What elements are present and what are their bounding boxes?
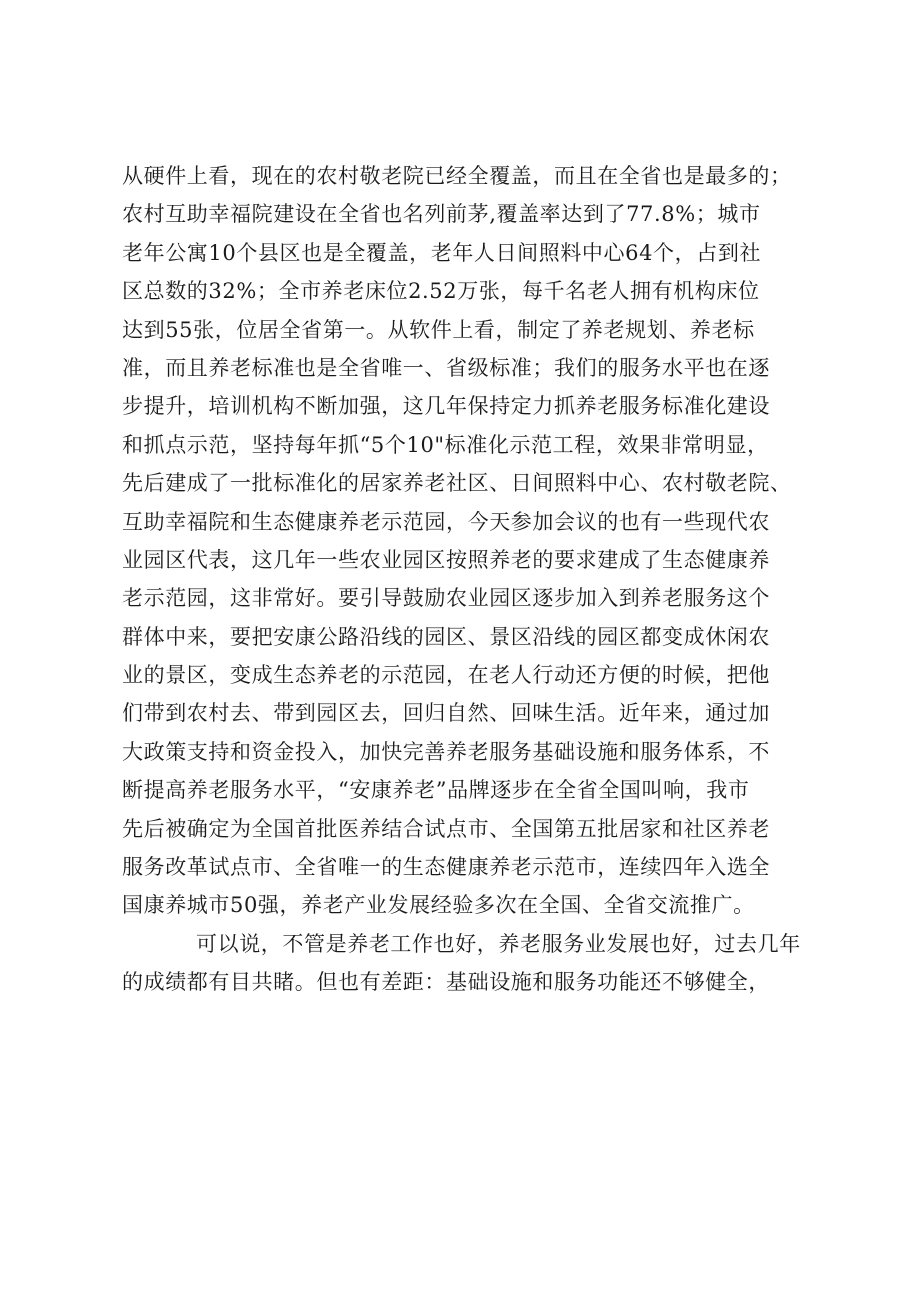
text-line: 业的景区，变成生态养老的示范园，在老人行动还方便的时候，把他 xyxy=(122,663,770,688)
text-line: 断提高养老服务水平，“安康养老”品牌逐步在全省全国叫响，我市 xyxy=(122,778,750,803)
paragraph-1 xyxy=(122,157,812,925)
text-line: 群体中来，要把安康公路沿线的园区、景区沿线的园区都变成休闲农 xyxy=(122,624,770,649)
text-line: 服务改革试点市、全省唯一的生态健康养老示范市，连续四年入选全 xyxy=(122,855,770,880)
text-line: 老示范园，这非常好。要引导鼓励农业园区逐步加入到养老服务这个 xyxy=(122,586,770,611)
text-line: 准，而且养老标准也是全省唯一、省级标准；我们的服务水平也在逐 xyxy=(122,355,770,380)
text-line: 业园区代表，这几年一些农业园区按照养老的要求建成了生态健康养 xyxy=(122,547,770,572)
text-line: 区总数的32%；全市养老床位2.52万张，每千名老人拥有机构床位 xyxy=(122,279,760,304)
text-line: 农村互助幸福院建设在全省也名列前茅,覆盖率达到了77.8%；城市 xyxy=(122,202,761,227)
text-line: 的成绩都有目共睹。但也有差距：基础设施和服务功能还不够健全， xyxy=(122,970,770,995)
body-text xyxy=(122,157,812,1002)
text-line: 互助幸福院和生态健康养老示范园，今天参加会议的也有一些现代农 xyxy=(122,509,770,534)
text-line: 达到55张，位居全省第一。从软件上看，制定了养老规划、养老标 xyxy=(122,317,755,342)
paragraph-2 xyxy=(122,925,812,1002)
text-line: 步提升，培训机构不断加强，这几年保持定力抓养老服务标准化建设 xyxy=(122,394,770,419)
text-line: 大政策支持和资金投入，加快完善养老服务基础设施和服务体系，不 xyxy=(122,739,770,764)
text-line: 从硬件上看，现在的农村敬老院已经全覆盖，而且在全省也是最多的； xyxy=(122,164,792,188)
text-line: 们带到农村去、带到园区去，回归自然、回味生活。近年来，通过加 xyxy=(122,701,770,726)
text-line: 和抓点示范，坚持每年抓“5个10"标准化示范工程，效果非常明显， xyxy=(122,432,769,457)
text-line: 可以说，不管是养老工作也好，养老服务业发展也好，过去几年 xyxy=(196,931,801,956)
text-line: 老年公寓10个县区也是全覆盖，老年人日间照料中心64个，占到社 xyxy=(122,240,762,265)
text-line: 国康养城市50强，养老产业发展经验多次在全国、全省交流推广。 xyxy=(122,893,755,918)
text-line: 先后被确定为全国首批医养结合试点市、全国第五批居家和社区养老 xyxy=(122,816,770,841)
text-line: 先后建成了一批标准化的居家养老社区、日间照料中心、农村敬老院、 xyxy=(122,471,792,496)
